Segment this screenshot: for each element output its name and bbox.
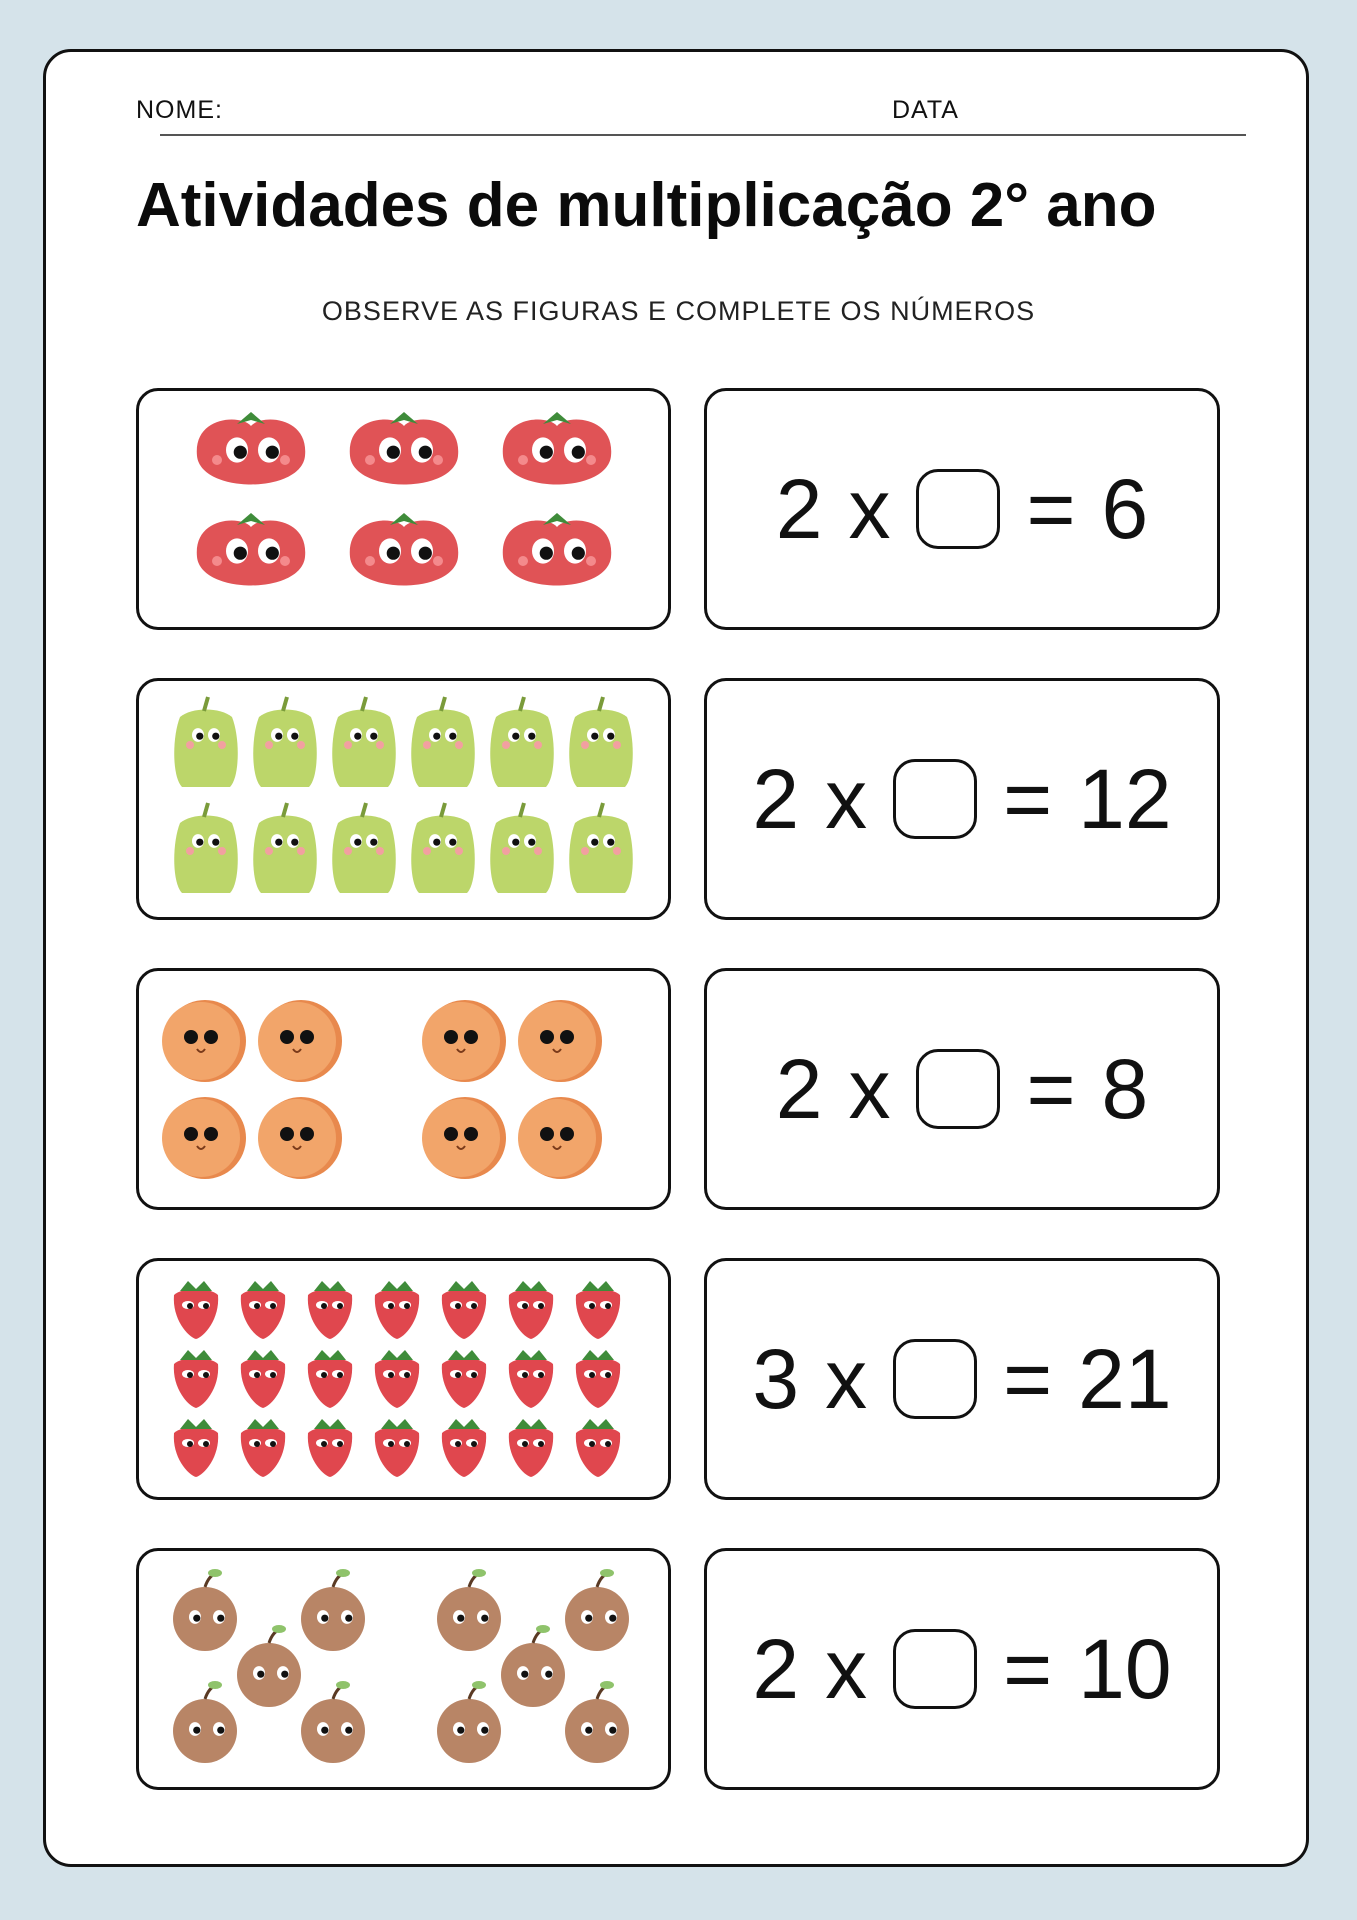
tomato-group — [139, 391, 668, 627]
strawberry-illustration — [442, 1281, 486, 1339]
strawberry-illustration — [375, 1350, 419, 1408]
strawberry-illustration — [241, 1419, 285, 1477]
equals-sign: = — [1003, 1622, 1053, 1716]
answer-box[interactable] — [893, 1339, 977, 1419]
kiwi-illustration — [301, 1569, 365, 1651]
strawberry-illustration — [241, 1281, 285, 1339]
orange-illustration — [518, 1000, 602, 1082]
equals-sign: = — [1003, 752, 1053, 846]
strawberry-illustration — [442, 1350, 486, 1408]
date-label: DATA — [892, 96, 959, 124]
strawberry-illustration — [241, 1350, 285, 1408]
orange-picture-box — [136, 968, 671, 1210]
kiwi-illustration — [565, 1569, 629, 1651]
equation-box-2 — [704, 678, 1220, 920]
kiwi-illustration — [501, 1625, 565, 1707]
strawberry-illustration — [375, 1419, 419, 1477]
pepper-group — [139, 681, 668, 917]
kiwi-illustration — [301, 1681, 365, 1763]
strawberry-illustration — [576, 1281, 620, 1339]
pepper-illustration — [174, 697, 238, 787]
tomato-illustration — [503, 412, 611, 485]
multiplier: 2 — [775, 1042, 823, 1136]
pepper-picture-box — [136, 678, 671, 920]
pepper-illustration — [332, 697, 396, 787]
equation-box-1 — [704, 388, 1220, 630]
pepper-illustration — [411, 697, 475, 787]
times-sign: x — [848, 1042, 891, 1136]
equation-box-3 — [704, 968, 1220, 1210]
pepper-illustration — [569, 697, 633, 787]
pepper-illustration — [490, 803, 554, 893]
answer-box[interactable] — [893, 759, 977, 839]
result: 6 — [1101, 462, 1149, 556]
orange-illustration — [162, 1097, 246, 1179]
tomato-illustration — [197, 513, 305, 586]
multiplier: 3 — [752, 1332, 800, 1426]
tomato-illustration — [350, 412, 458, 485]
equation-box-4 — [704, 1258, 1220, 1500]
times-sign: x — [825, 752, 868, 846]
pepper-illustration — [569, 803, 633, 893]
strawberry-illustration — [308, 1419, 352, 1477]
kiwi-illustration — [437, 1681, 501, 1763]
answer-box[interactable] — [893, 1629, 977, 1709]
strawberry-illustration — [509, 1350, 553, 1408]
strawberry-illustration — [375, 1281, 419, 1339]
result: 21 — [1078, 1332, 1172, 1426]
result: 12 — [1078, 752, 1172, 846]
orange-illustration — [258, 1097, 342, 1179]
orange-illustration — [258, 1000, 342, 1082]
strawberry-illustration — [308, 1350, 352, 1408]
pepper-illustration — [332, 803, 396, 893]
name-label: NOME: — [136, 96, 223, 124]
equals-sign: = — [1026, 462, 1076, 556]
tomato-illustration — [503, 513, 611, 586]
strawberry-illustration — [308, 1281, 352, 1339]
multiplier: 2 — [752, 752, 800, 846]
times-sign: x — [825, 1622, 868, 1716]
orange-illustration — [422, 1000, 506, 1082]
equals-sign: = — [1026, 1042, 1076, 1136]
strawberry-picture-box — [136, 1258, 671, 1500]
strawberry-illustration — [174, 1350, 218, 1408]
kiwi-illustration — [565, 1681, 629, 1763]
kiwi-illustration — [437, 1569, 501, 1651]
answer-box[interactable] — [916, 1049, 1000, 1129]
times-sign: x — [825, 1332, 868, 1426]
kiwi-illustration — [173, 1681, 237, 1763]
answer-box[interactable] — [916, 469, 1000, 549]
strawberry-illustration — [509, 1419, 553, 1477]
multiplier: 2 — [752, 1622, 800, 1716]
tomato-illustration — [197, 412, 305, 485]
kiwi-picture-box — [136, 1548, 671, 1790]
pepper-illustration — [490, 697, 554, 787]
strawberry-illustration — [174, 1281, 218, 1339]
pepper-illustration — [174, 803, 238, 893]
instructions: OBSERVE AS FIGURAS E COMPLETE OS NÚMEROS — [321, 296, 1036, 326]
result: 8 — [1101, 1042, 1149, 1136]
strawberry-illustration — [174, 1419, 218, 1477]
equation-box-5 — [704, 1548, 1220, 1790]
pepper-illustration — [411, 803, 475, 893]
strawberry-group — [139, 1261, 668, 1497]
kiwi-illustration — [237, 1625, 301, 1707]
equals-sign: = — [1003, 1332, 1053, 1426]
kiwi-group — [139, 1551, 668, 1787]
name-date-line[interactable] — [160, 134, 1246, 136]
tomato-picture-box — [136, 388, 671, 630]
pepper-illustration — [253, 803, 317, 893]
strawberry-illustration — [509, 1281, 553, 1339]
kiwi-illustration — [173, 1569, 237, 1651]
times-sign: x — [848, 462, 891, 556]
result: 10 — [1078, 1622, 1172, 1716]
orange-illustration — [162, 1000, 246, 1082]
strawberry-illustration — [576, 1350, 620, 1408]
multiplier: 2 — [775, 462, 823, 556]
strawberry-illustration — [576, 1419, 620, 1477]
tomato-illustration — [350, 513, 458, 586]
page-title: Atividades de multiplicação 2° ano — [136, 171, 1157, 240]
orange-illustration — [422, 1097, 506, 1179]
orange-illustration — [518, 1097, 602, 1179]
orange-group — [139, 971, 668, 1207]
strawberry-illustration — [442, 1419, 486, 1477]
pepper-illustration — [253, 697, 317, 787]
